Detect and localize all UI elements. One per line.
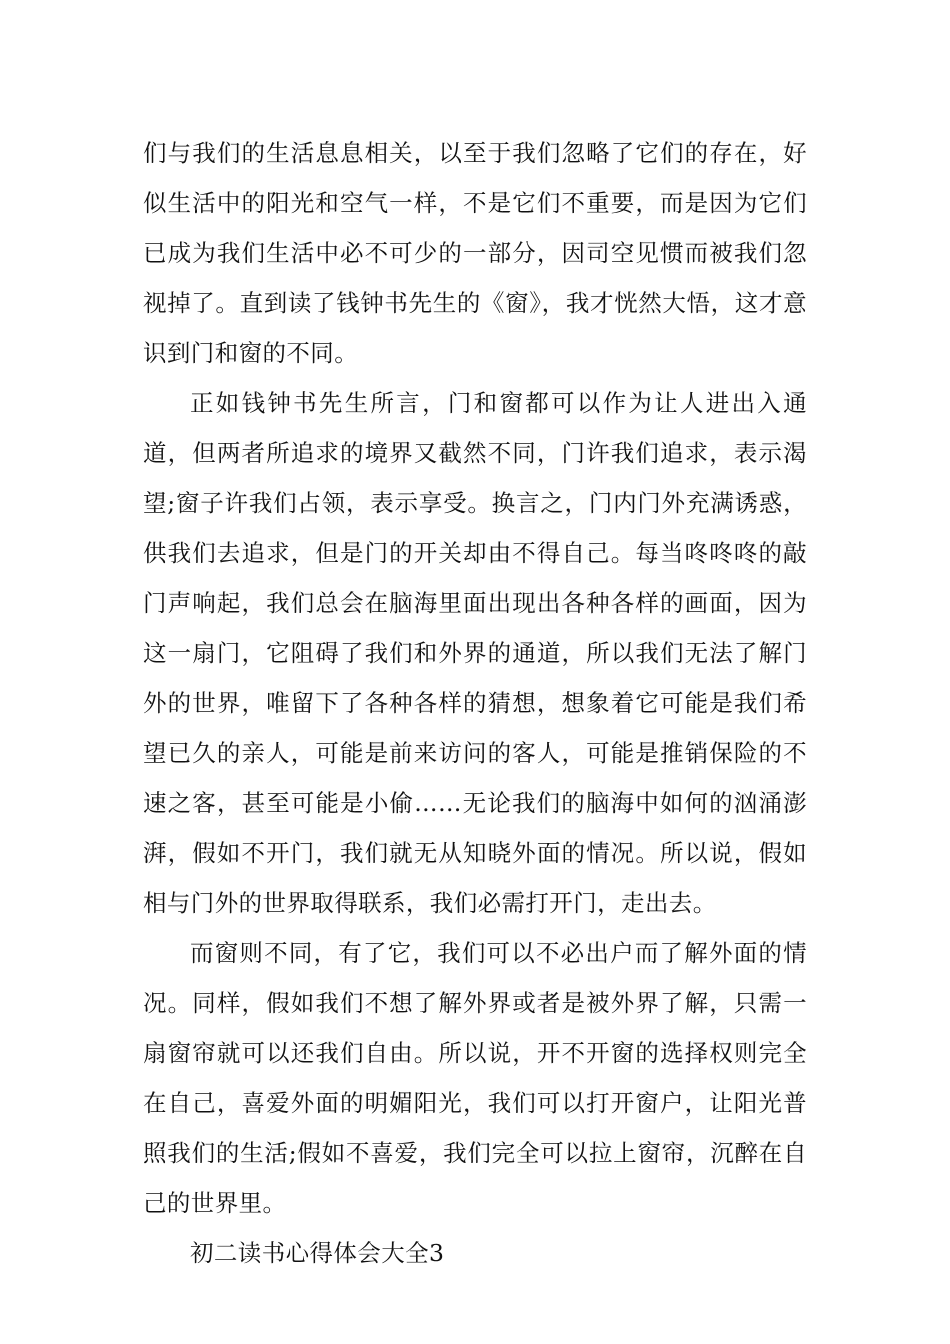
- paragraph-door: 正如钱钟书先生所言，门和窗都可以作为让人进出入通道，但两者所追求的境界又截然不同，门许我们追求，表示渴望;窗子许我们占领，表示享受。换言之，门内门外充满诱惑，供我们去追求，但是门的开关却由不得自己。每当咚咚咚的敲门声响起，我们总会在脑海里面出现出各种各样的画面，因为这一扇门，它阻碍了我们和外界的通道，所以我们无法了解门外的世界，唯留下了各种各样的猜想，想象着它可能是我们希望已久的亲人，可能是前来访问的客人，可能是推销保险的不速之客，甚至可能是小偷……无论我们的脑海中如何的汹涌澎湃，假如不开门，我们就无从知晓外面的情况。所以说，假如相与门外的世界取得联系，我们必需打开门，走出去。: [143, 389, 807, 917]
- section-heading: 初二读书心得体会大全3: [190, 1239, 445, 1267]
- paragraph-window: 而窗则不同，有了它，我们可以不必出户而了解外面的情况。同样，假如我们不想了解外界或者是被外界了解，只需一扇窗帘就可以还我们自由。所以说，开不开窗的选择权则完全在自己，喜爱外面的明媚阳光，我们可以打开窗户，让阳光普照我们的生活;假如不喜爱，我们完全可以拉上窗帘，沉醉在自己的世界里。: [143, 939, 807, 1217]
- document-body: [143, 128, 807, 1278]
- paragraph-continuation: 们与我们的生活息息相关，以至于我们忽略了它们的存在，好似生活中的阳光和空气一样，不是它们不重要，而是因为它们已成为我们生活中必不可少的一部分，因司空见惯而被我们忽视掉了。直到读了钱钟书先生的《窗》，我才恍然大悟，这才意识到门和窗的不同。: [143, 139, 807, 367]
